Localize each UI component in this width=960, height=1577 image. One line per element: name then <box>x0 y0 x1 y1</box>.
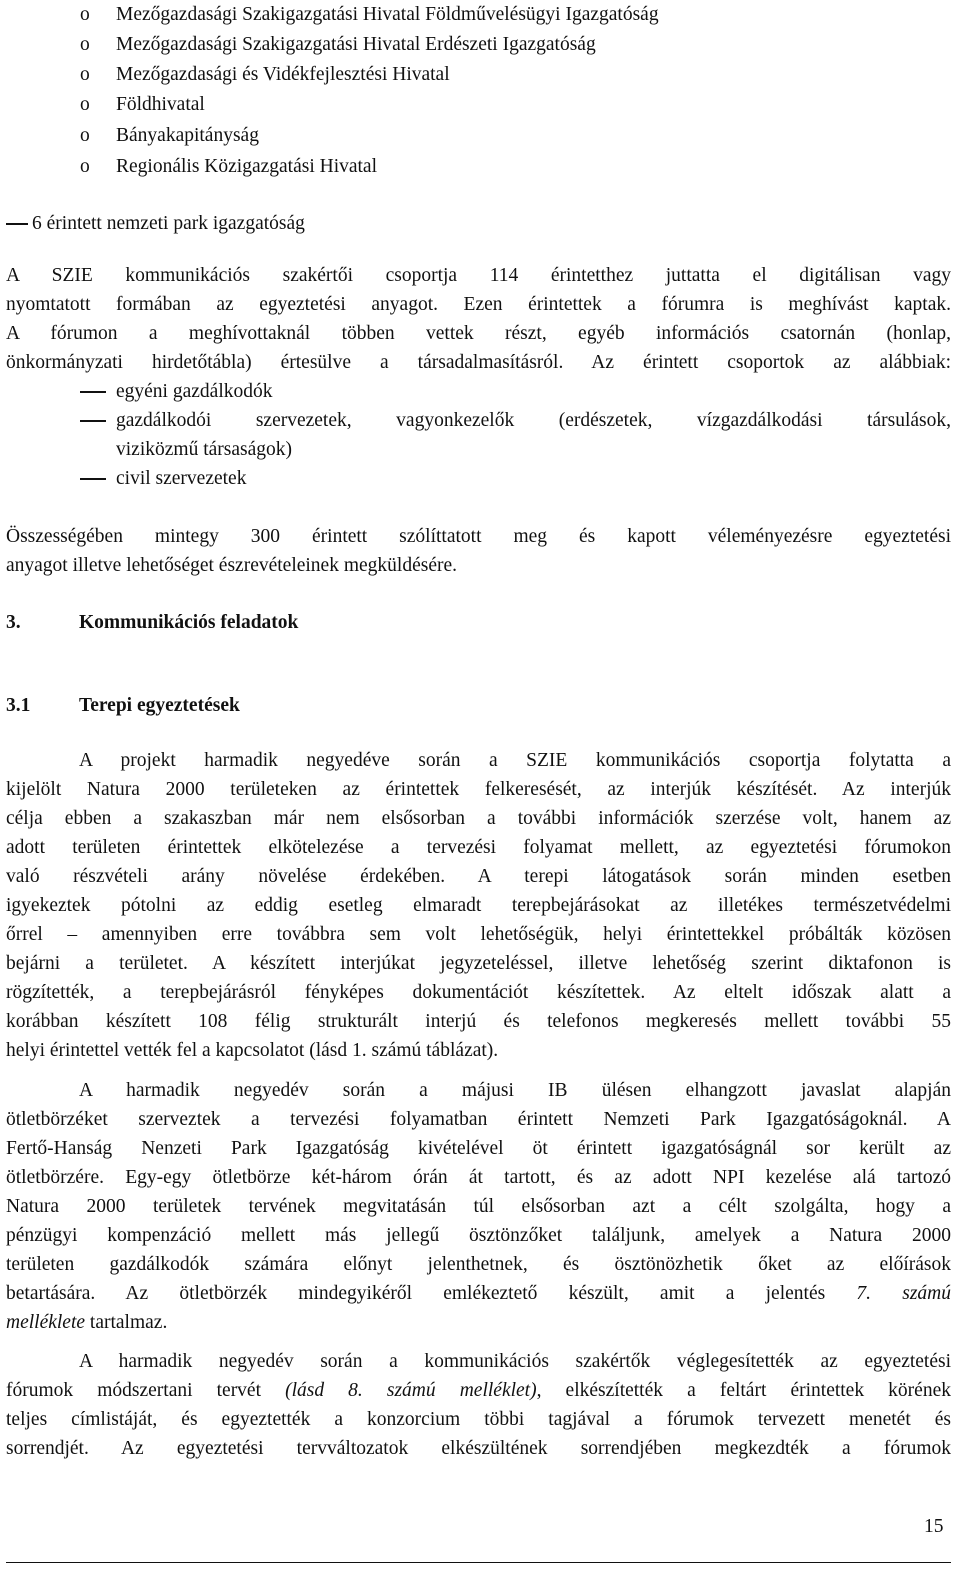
agency-item: Mezőgazdasági és Vidékfejlesztési Hivatal <box>116 64 450 85</box>
text-run: betartására. Az ötletbörzék mindegyikéről emlékeztető készült, amit a jelentés <box>6 1283 857 1304</box>
footer-rule <box>6 1562 951 1563</box>
text-line: való részvételi arány növelése érdekében. A terepi látogatások során minden esetben <box>6 866 951 887</box>
subsection-heading <box>0 691 960 721</box>
agency-item: Földhivatal <box>116 94 205 115</box>
paragraph-line <box>0 1105 960 1135</box>
text-line: adott területen érintettek elkötelezése a tervezési folyamat mellett, az egyeztetési fórumokon <box>6 837 951 858</box>
text-line: A SZIE kommunikációs szakértői csoportja 114 érintetthez juttatta el digitálisan vagy <box>6 265 951 286</box>
bullet: o <box>80 64 90 85</box>
paragraph-line <box>0 522 960 552</box>
text-line: korábban készített 108 félig strukturált interjú és telefonos megkeresés mellett további 55 <box>6 1011 951 1032</box>
text-run: , elkészítették a feltárt érintettek körének <box>536 1380 951 1401</box>
dash-bullet <box>80 391 106 393</box>
list-item <box>0 406 960 436</box>
list-item <box>0 377 960 407</box>
text-line: ötletbörzéket szerveztek a tervezési folyamatban érintett Nemzeti Park Igazgatóságoknál. A <box>6 1109 951 1130</box>
paragraph-line <box>0 862 960 892</box>
heading-title: Terepi egyeztetések <box>79 695 240 716</box>
text-run: tartalmaz. <box>85 1312 168 1333</box>
bullet: o <box>80 156 90 177</box>
list-item <box>0 152 960 182</box>
park-item: 6 érintett nemzeti park igazgatóság <box>32 213 305 234</box>
text-line: őrrel – amennyiben erre továbbra sem volt lehetőségük, helyi érintettekkel próbálták közösen <box>6 924 951 945</box>
page-number: 15 <box>924 1516 944 1537</box>
paragraph-line <box>0 949 960 979</box>
text-line: Natura 2000 területek tervének megvitatásán túl elsősorban azt a célt szolgálta, hogy a <box>6 1196 951 1217</box>
text-line: teljes címlistáját, és egyeztették a konzorcium többi tagjával a fórumok tervezett menetét és <box>6 1409 951 1430</box>
text-line: Összességében mintegy 300 érintett szólíttatott meg és kapott véleményezésre egyeztetési <box>6 526 951 547</box>
agency-item: Mezőgazdasági Szakigazgatási Hivatal Földművelésügyi Igazgatóság <box>116 4 659 25</box>
heading-title: Kommunikációs feladatok <box>79 612 299 633</box>
text-line: sorrendjét. Az egyeztetési tervváltozatok elkészültének sorrendjében megkezdték a fórumok <box>6 1438 951 1459</box>
list-item <box>0 121 960 151</box>
heading-number: 3.1 <box>6 695 31 716</box>
agency-item: Mezőgazdasági Szakigazgatási Hivatal Erdészeti Igazgatóság <box>116 34 596 55</box>
paragraph-line <box>0 1192 960 1222</box>
italic-text: (lásd 8. számú melléklet) <box>285 1380 537 1401</box>
paragraph-line <box>0 551 960 581</box>
bullet: o <box>80 4 90 25</box>
paragraph-line <box>0 1076 960 1106</box>
text-run: fórumok módszertani tervét <box>6 1380 286 1401</box>
agency-item: Regionális Közigazgatási Hivatal <box>116 156 378 177</box>
paragraph-line <box>0 1163 960 1193</box>
text-line <box>6 1376 951 1406</box>
text-line: ötletbörzére. Egy-egy ötletbörze két-három órán át tartott, és az adott NPI kezelése alá tartozó <box>6 1167 951 1188</box>
paragraph-line <box>0 746 960 776</box>
paragraph-line <box>0 1376 960 1406</box>
paragraph-line <box>0 261 960 291</box>
paragraph-line <box>0 775 960 805</box>
paragraph-line <box>0 833 960 863</box>
bullet: o <box>80 34 90 55</box>
list-item <box>0 209 960 239</box>
heading-number: 3. <box>6 612 21 633</box>
text-line <box>6 1279 951 1309</box>
paragraph-line <box>0 1405 960 1435</box>
paragraph-line <box>0 1250 960 1280</box>
paragraph-line <box>0 348 960 378</box>
text-line: A projekt harmadik negyedéve során a SZIE kommunikációs csoportja folytatta a <box>79 750 951 771</box>
text-line: A harmadik negyedév során a májusi IB ülésen elhangzott javaslat alapján <box>79 1080 951 1101</box>
text-line: célja ebben a szakaszban már nem elsősorban a további információk szerzése volt, hanem az <box>6 808 951 829</box>
paragraph-line <box>0 1347 960 1377</box>
bullet: o <box>80 94 90 115</box>
bullet: o <box>80 125 90 146</box>
text-line: helyi érintettel vették fel a kapcsolatot (lásd 1. számú táblázat). <box>6 1040 499 1061</box>
text-line: A harmadik negyedév során a kommunikációs szakértők véglegesítették az egyeztetési <box>79 1351 951 1372</box>
text-line: anyagot illetve lehetőséget észrevételeinek megküldésére. <box>6 555 458 576</box>
paragraph-line <box>0 804 960 834</box>
paragraph-line <box>0 891 960 921</box>
paragraph-line <box>0 1007 960 1037</box>
text-line: területen gazdálkodók számára előnyt jelenthetnek, és ösztönözhetik őket az előírások <box>6 1254 951 1275</box>
dash-bullet <box>80 420 106 422</box>
italic-text: melléklete <box>6 1312 86 1333</box>
agency-item: Bányakapitányság <box>116 125 259 146</box>
text-line: önkormányzati hirdetőtábla) értesülve a társadalmasításról. Az érintett csoportok az alábbiak: <box>6 352 951 373</box>
paragraph-line <box>0 1134 960 1164</box>
paragraph-line <box>0 319 960 349</box>
list-item <box>0 60 960 90</box>
paragraph-line <box>0 1434 960 1464</box>
list-item <box>0 464 960 494</box>
paragraph-line <box>0 1036 960 1066</box>
group-item-cont: viziközmű társaságok) <box>116 439 292 460</box>
dash-bullet <box>80 478 106 480</box>
group-item: gazdálkodói szervezetek, vagyonkezelők (erdészetek, vízgazdálkodási társulások, <box>116 410 951 431</box>
dash-bullet <box>6 223 28 225</box>
group-item: egyéni gazdálkodók <box>116 381 273 402</box>
list-item <box>0 0 960 30</box>
section-heading <box>0 608 960 638</box>
list-item <box>0 30 960 60</box>
list-item-continuation <box>0 435 960 465</box>
italic-text: 7. számú <box>856 1283 951 1304</box>
paragraph-line <box>0 978 960 1008</box>
paragraph-line <box>0 1308 960 1338</box>
text-line: pénzügyi kompenzáció mellett más jellegű ösztönzőket találjunk, amelyek a Natura 2000 <box>6 1225 951 1246</box>
text-line: nyomtatott formában az egyeztetési anyagot. Ezen érintettek a fórumra is meghívást kaptak. <box>6 294 951 315</box>
text-line: igyekeztek pótolni az eddig esetleg elmaradt terepbejárásokat az illetékes természetvédelmi <box>6 895 951 916</box>
text-line <box>6 1308 951 1338</box>
text-line: rögzítették, a terepbejárásról fényképes dokumentációt készítettek. Az eltelt időszak alatt a <box>6 982 951 1003</box>
text-line: A fórumon a meghívottaknál többen vettek részt, egyéb információs csatornán (honlap, <box>6 323 951 344</box>
paragraph-line <box>0 1221 960 1251</box>
text-line: Fertő-Hanság Nenzeti Park Igazgatóság kivételével öt érintett igazgatóságnál sor került az <box>6 1138 951 1159</box>
group-item: civil szervezetek <box>116 468 247 489</box>
paragraph-line <box>0 290 960 320</box>
paragraph-line <box>0 920 960 950</box>
list-item <box>0 90 960 120</box>
text-line: bejárni a területet. A készített interjúkat jegyzeteléssel, illetve lehetőség szerint diktafonon is <box>6 953 951 974</box>
paragraph-line <box>0 1279 960 1309</box>
text-line: kijelölt Natura 2000 területeken az érintettek felkeresését, az interjúk készítését. Az interjúk <box>6 779 951 800</box>
